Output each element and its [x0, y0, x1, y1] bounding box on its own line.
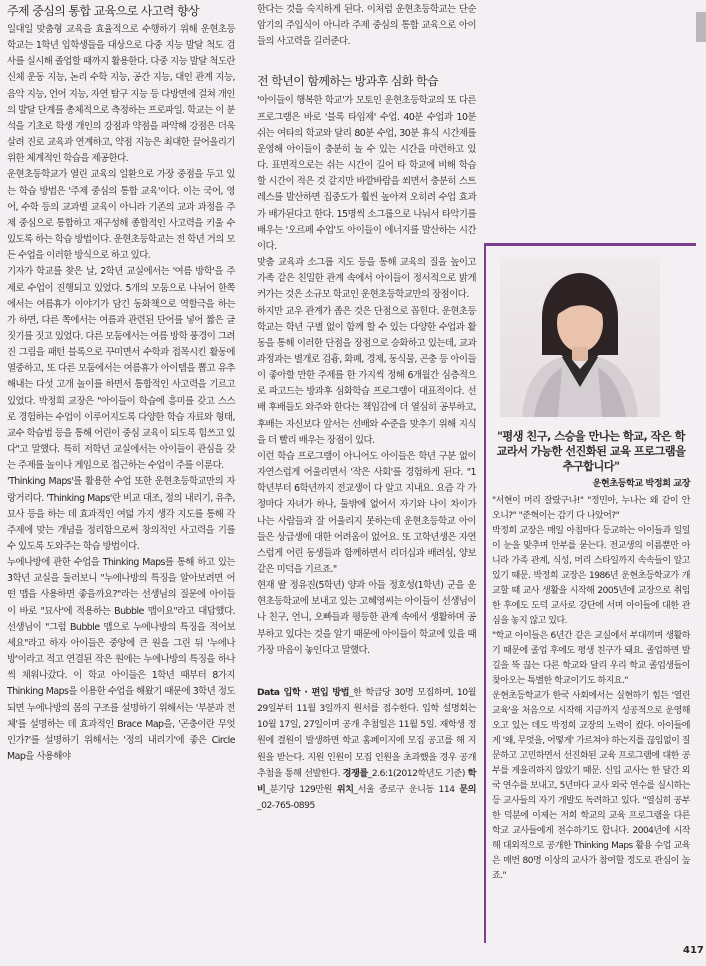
info-label: 학비 [257, 767, 477, 795]
body-paragraph: 'Thinking Maps'를 활용한 수업 또한 운현초등학교만의 자랑거리다. 'Thinking Maps'란 비교 대조, 정의 내리기, 유추, 묘사 등을 하는 데 효과적인 여덟 가지 생각 지도를 통해 각 주제에 맞는 개념을 정리함으로써 창의적인 사고력을 기를 수 있도록 도와주는 학습 방법이다. [7, 476, 235, 552]
page-edge-mark [696, 12, 706, 42]
info-label: 경쟁률 [342, 767, 368, 779]
principal-interview-sidebar [484, 243, 696, 943]
article-column-left [7, 2, 235, 765]
page-number: 417 [683, 945, 704, 956]
body-paragraph: 맞춤 교육과 소그룹 지도 등을 통해 교육의 질을 높이고 가족 같은 친밀한 관계 속에서 아이들이 정서적으로 밝게 커가는 것은 소규모 학교인 운현초등학교만의 장점이다. [257, 257, 476, 301]
admission-info-box: Data 입학 · 편입 방법_한 학급당 30명 모집하며, 10월 29일부터 11월 3일까지 원서를 접수한다. 입학 설명회는 10월 17일, 27일이며 공개 추첨일은 11월 5일. 재학생 정원에 결원이 발생하면 학교 홈페이지에 모집 공고를 해 지원을 받는다. 지원 인원이 모집 인원을 초과했을 경우 공개 추첨을 통해 선발한다. 경쟁률_2.6:1(2012학년도 기준) 학비_분기당 129만원 위치_서울 종로구 운니동 114 문의_02-765-0895 [257, 686, 477, 812]
section-heading-afterschool: 전 학년이 함께하는 방과후 심화 학습 [257, 74, 438, 89]
body-paragraph: '아이들이 행복한 학교'가 모토인 운현초등학교의 또 다른 프로그램은 바로 '블록 타임제' 수업. 40분 수업과 10분 쉬는 여타의 학교와 달리 80분 수업, 30분 휴식 시간제를 운영해 아이들이 충분히 놀 수 있는 시간을 마련하고 있다. 표면적으로는 쉬는 시간이 길어 타 학교에 비해 학습할 시간이 적은 것 같지만 바깥바람을 쐬면서 충분히 스트레스를 발산하면 집중도가 훨씬 높아져 오히려 수업 효과가 배가된다고 한다. 15명씩 소그룹으로 나눠서 타악기를 배우는 '오르페 수업'도 아이들이 에너지를 발산하는 시간이다. [257, 95, 476, 252]
body-paragraph: 운현초등학교가 열린 교육의 일환으로 가장 중점을 두고 있는 학습 방법은 '주제 중심의 통합 교육'이다. 이는 국어, 영어, 수학 등의 교과별 교육이 아니라 기존의 교과 과정을 주제 중심으로 통합하고 재구성해 종합적인 사고력을 키울 수 있도록 하는 학습 방법이다. 운현초등학교는 전 학년 거의 모든 수업을 이러한 방식으로 하고 있다. [7, 169, 235, 262]
body-paragraph: 이런 학습 프로그램이 아니어도 아이들은 학년 구분 없이 자연스럽게 어울리면서 '작은 사회'를 경험하게 된다. "1학년부터 6학년까지 전교생이 다 알고 지내요. 요즘 각 가정마다 자녀가 하나, 둘밖에 없어서 자기와 나이 차이가 나는 사람들과 잘 어울리지 못하는데 운현초등학교 아이들은 상급생에 대한 어려움이 없어요. 또 고학년생은 자연스럽게 어린 동생들과 함께하면서 리더십과 배려심, 양보 같은 미덕을 기르죠." [257, 450, 476, 575]
body-paragraph: 일대일 맞춤형 교육을 효율적으로 수행하기 위해 운현초등학교는 1학년 입학생들을 대상으로 다중 지능 발달 척도 검사를 실시해 졸업할 때까지 활용한다. 다중 지능 발달 척도란 신체 운동 지능, 논리 수학 지능, 공간 지능, 대인 관계 지능, 음악 지능, 언어 지능, 자연 탐구 지능 등 다방면에 걸쳐 개인의 발달 단계를 총체적으로 측정하는 프로파일. 학교는 이 분석을 기초로 학생 개인의 강점과 약점을 파악해 강점은 더욱 살려 진로 교육과 연계하고, 약점 지능은 최대한 끌어올리기 위한 체계적인 학습을 제공한다. [7, 24, 235, 165]
sidebar-headline: "평생 친구, 스승을 만나는 학교, 작은 학교라서 가능한 선진화된 교육 프로그램을 추구합니다" [496, 430, 686, 473]
sidebar-text [492, 429, 690, 884]
sidebar-paragraph: "학교 아이들은 6년간 같은 교실에서 부대끼며 생활하기 때문에 졸업 후에도 평생 친구가 돼요. 졸업하면 발길을 뚝 끊는 다른 학교와 달리 우리 학교 졸업생들이 찾아오는 특별한 학교이기도 하지요." [492, 631, 690, 686]
principal-photo [500, 257, 660, 417]
info-label: 문의 [459, 783, 476, 795]
info-label: 위치 [336, 783, 354, 795]
sidebar-paragraph: 박정희 교장은 매일 아침마다 등교하는 아이들과 일일이 눈을 맞추며 안부를 묻는다. 전교생의 이름뿐만 아니라 가족 관계, 식성, 머리 스타일까지 속속들이 알고 있기 때문. 박정희 교장은 1986년 운현초등학교가 개교할 때 교사 생활을 시작해 2005년에 교장으로 취임한 후에도 도덕 교사로 강단에 서며 아이들에 대한 관심을 놓지 않고 있다. [492, 526, 690, 626]
body-paragraph: 현재 딸 정유진(5학년) 양과 아들 정호성(1학년) 군을 운현초등학교에 보내고 있는 고혜영씨는 아이들이 선생님이나 친구, 언니, 오빠들과 평등한 관계 속에서 생활하며 공부하고 있다는 것을 알기 때문에 아이들이 학교에 있을 때 가장 마음이 놓인다고 말했다. [257, 580, 476, 656]
sidebar-accent-bar [486, 243, 696, 246]
article-column-middle [257, 2, 476, 814]
info-label: Data 입학 · 편입 방법 [257, 686, 350, 698]
body-paragraph: 누에나방에 관한 수업을 Thinking Maps를 통해 하고 있는 3학년 교실을 둘러보니 "누에나방의 특징을 알아보려면 어떤 맵을 사용하면 좋을까요?"라는 선생님의 질문에 아이들이 바로 "묘사'에 적용하는 Bubble 맵이요"라고 대답했다. 선생님이 "그럼 Bubble 맵으로 누에나방의 특징을 적어보세요"라고 하자 아이들은 중앙에 큰 원을 그린 뒤 '누에나방'이라고 적고 연결된 작은 원에는 누에나방의 특징을 하나씩 채워나갔다. 이 학교 아이들은 1학년 때부터 8가지 Thinking Maps을 이용한 수업을 해왔기 때문에 3학년 정도 되면 누에나방의 몸의 구조를 설명하기 위해서는 '부분과 전체'를 설명하는 데 효과적인 Brace Map을, '곤충이란 무엇인가?'를 설명하기 위해서는 '정의 내리기'에 좋은 Circle Map을 사용해야 [7, 557, 235, 763]
photo-caption: 운현초등학교 박정희 교장 [592, 478, 690, 489]
body-paragraph: 한다는 것을 숙지하게 된다. 이처럼 운현초등학교는 단순 암기의 주입식이 아니라 주제 중심의 통합 교육으로 아이들의 사고력을 길러준다. [257, 4, 476, 48]
sidebar-paragraph: "서현이 머리 잘랐구나!" "정민아, 누나는 왜 같이 안 오니?" "준혁이는 감기 다 나았어?" [492, 496, 690, 521]
body-paragraph: 기자가 학교를 찾은 날, 2학년 교실에서는 '여름 방학'을 주제로 수업이 진행되고 있었다. 5개의 모둠으로 나뉘어 한쪽에서는 여름휴가 이야기가 담긴 동화책으로 역할극을 하는가 하면, 다른 쪽에서는 여름과 관련된 단어를 넣어 짧은 글짓기를 짓고 있었다. 다른 모둠에서는 여름 방학 풍경이 그려진 그림을 패턴 블록으로 꾸미면서 수학과 접목시킨 활동에 열중하고, 또 다른 모둠에서는 여름휴가 아이템을 뽑고 유추해내는 다섯 고개 놀이를 하면서 통합적인 사고력을 기르고 있었다. 박정희 교장은 "아이들이 학습에 흥미를 갖고 스스로 경험하는 수업이 이루어지도록 다양한 학습 자료와 형태, 교수 학습법 등을 통해 어린이 중심 교육이 되도록 힘쓰고 있다"고 말했다. 특히 저학년 교실에서는 아이들이 관심을 갖는 주제를 놀이나 게임으로 접근하는 수업이 주를 이룬다. [7, 266, 235, 472]
body-paragraph: 하지만 교우 관계가 좁은 것은 단점으로 꼽힌다. 운현초등학교는 학년 구별 없이 함께 할 수 있는 다양한 수업과 활동을 통해 이러한 단점을 장점으로 승화하고 있는데, 교과 과정과는 별개로 검흉, 화폐, 경제, 동식물, 곤충 등 아이들이 좋아할 만한 주제를 한 가지씩 정해 6개월간 심층적으로 파고드는 방과후 심화학습 프로그램이 대표적이다. 선배 후배들도 와주와 한다는 책임감에 더 열심히 공부하고, 후배는 자신보다 앞서는 선배와 수준을 맞추기 위해 지식을 더 빨리 배우는 장점이 있다. [257, 305, 476, 446]
section-heading-integrated-education: 주제 중심의 통합 교육으로 사고력 향상 [7, 4, 199, 18]
sidebar-paragraph: 운현초등학교가 한국 사회에서는 실현하기 힘든 '열린 교육'을 처음으로 시작해 지금까지 성공적으로 운영해오고 있는 데도 박정희 교장의 노력이 컸다. 아이들에게 '왜, 무엇을, 어떻게' 가르쳐야 하는지를 끊임없이 질문하고 고민하면서 선진화된 교육 프로그램에 대한 공부를 게을리하지 않았기 때문. 신입 교사는 한 달간 외국 연수를 보내고, 5년마다 교사 외국 연수를 실시하는 등 교사들의 자기 개발도 독려하고 있다. "열심히 공부한 덕분에 이제는 저희 학교의 교육 프로그램을 다른 학교 교사들에게 전수하기도 합니다. 2004년에 시작해 대외적으로 공개한 Thinking Maps 활용 수업 교육은 매번 80명 이상의 교사가 참여할 정도로 관심이 높죠." [492, 691, 690, 881]
